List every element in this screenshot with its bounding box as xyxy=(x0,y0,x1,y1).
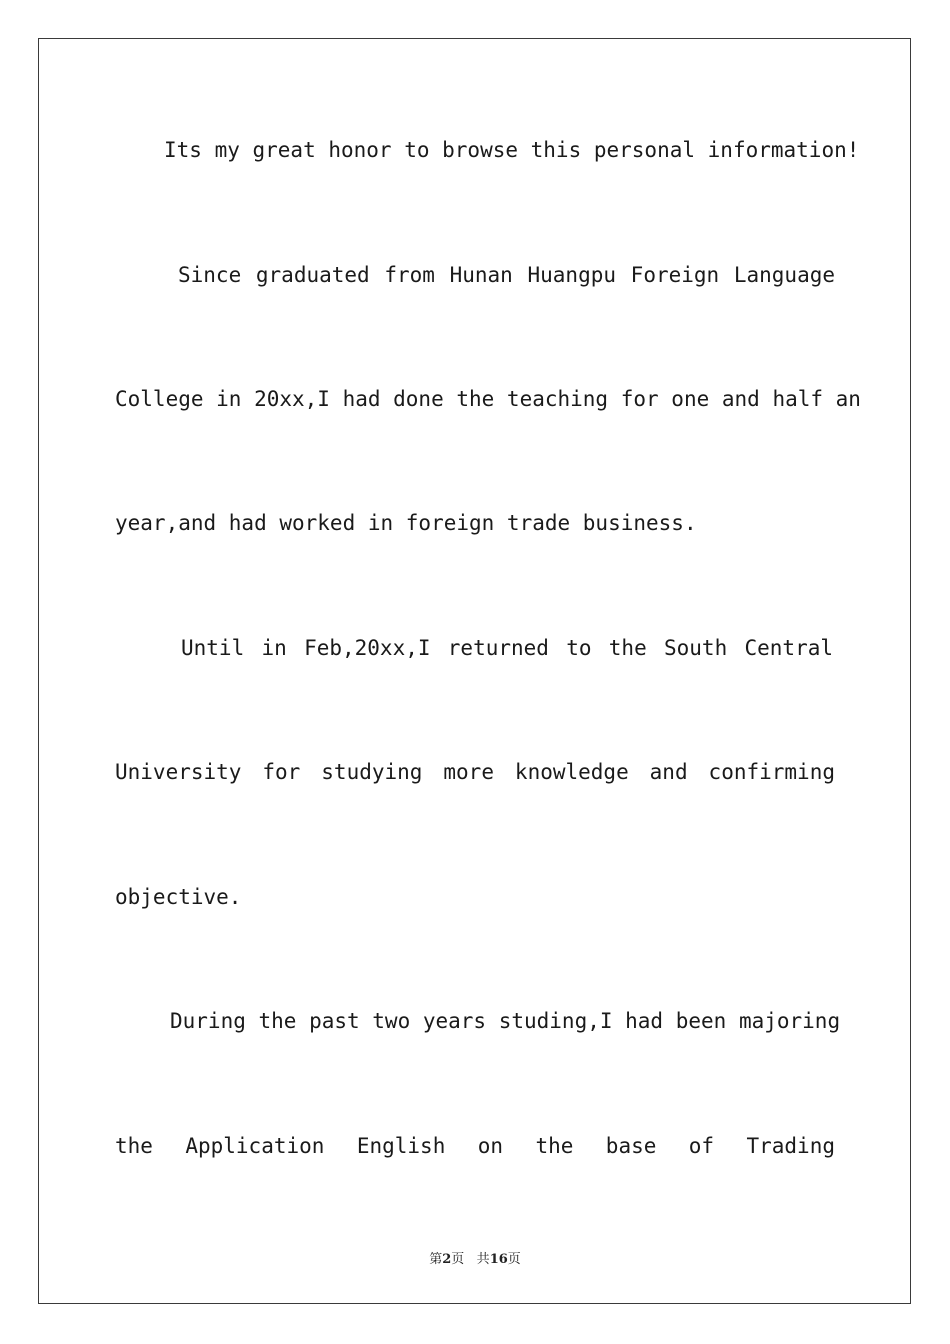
paragraph-line-8: During the past two years studing,I had been majoring xyxy=(170,1009,841,1033)
page-frame xyxy=(38,38,911,1304)
page-footer xyxy=(0,1248,950,1267)
paragraph-line-5: Until in Feb,20xx,I returned to the South Central xyxy=(181,636,833,660)
page-prefix: 第 xyxy=(429,1252,443,1267)
page-number: 2 xyxy=(442,1252,452,1267)
paragraph-line-6: University for studying more knowledge and confirming xyxy=(115,760,835,784)
total-pages: 16 xyxy=(489,1252,508,1267)
paragraph-line-3: College in 20xx,I had done the teaching for one and half an xyxy=(115,387,861,411)
page-suffix: 页 xyxy=(451,1252,465,1267)
paragraph-line-4: year,and had worked in foreign trade business. xyxy=(115,511,697,535)
total-prefix: 共 xyxy=(476,1252,490,1267)
paragraph-line-1: Its my great honor to browse this personal information! xyxy=(164,138,860,162)
paragraph-line-7: objective. xyxy=(115,885,242,909)
paragraph-line-2: Since graduated from Hunan Huangpu Foreign Language xyxy=(178,263,835,287)
paragraph-line-9: the Application English on the base of Trading xyxy=(115,1134,835,1158)
total-suffix: 页 xyxy=(507,1252,521,1267)
